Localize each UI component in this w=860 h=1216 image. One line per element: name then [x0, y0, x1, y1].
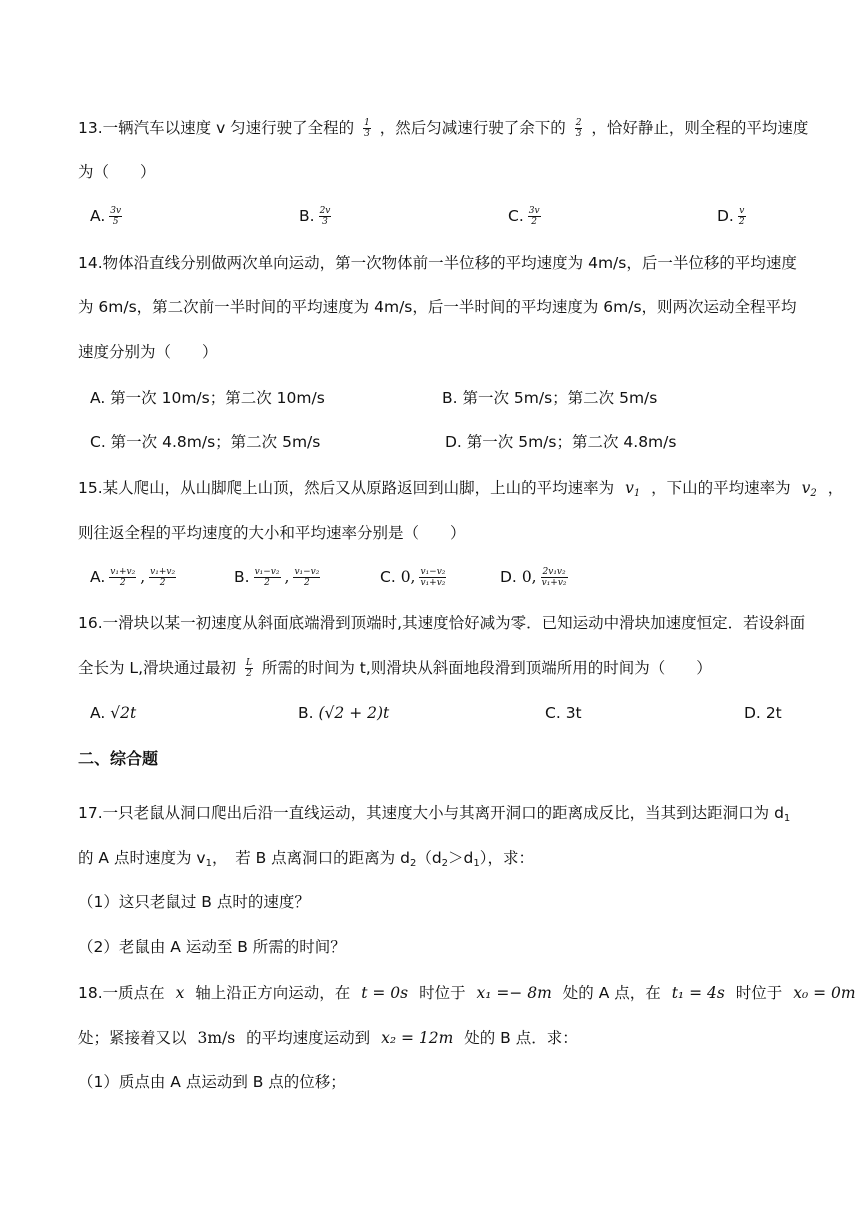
q18-stem-line2: 处；紧接着又以 3m/s 的平均速度运动到 x₂ = 12m 处的 B 点．求： [78, 1029, 578, 1047]
q13-stem-line1: 13.一辆汽车以速度 v 匀速行驶了全程的 $\frac{1}{3}$ ，然后匀减速行驶了余下的 $\frac{2}{3}$ ，恰好静止，则全程的平均速度 [78, 118, 809, 139]
q17-subquestion-2: （2）老鼠由 A 运动至 B 所需的时间？ [78, 938, 346, 956]
q16-option-d[interactable]: D. 2t [744, 704, 782, 722]
q16-stem-line2: 全长为 L,滑块通过最初 $\frac{L}{2}$ 所需的时间为 t,则滑块从斜面地段滑到顶端所用的时间为（ ） [78, 658, 712, 679]
q14-stem-line2: 为 6m/s，第二次前一半时间的平均速度为 4m/s，后一半时间的平均速度为 6m/s，则两次运动全程平均 [78, 298, 797, 316]
q14-stem-line1: 14.物体沿直线分别做两次单向运动，第一次物体前一半位移的平均速度为 4m/s，后一半位移的平均速度 [78, 254, 797, 272]
q15-option-a[interactable]: A. $\frac{\text{v₁+v₂}}{2}$ , $\frac{\text{v₁+v₂}}{2}$ [90, 567, 176, 588]
section-heading-comprehensive: 二、综合题 [78, 749, 159, 768]
q15-v1: $v_1$ [625, 479, 641, 499]
q16-fraction-half-l: $\frac{L}{2}$ [245, 658, 252, 679]
q15-v2: $v_2$ [801, 479, 817, 499]
q13-fraction-two-thirds: $\frac{2}{3}$ [575, 118, 582, 139]
q17-stem-line2: 的 A 点时速度为 $v_1$， 若 B 点离洞口的距离为 $d_2(d_2>d_1)$，求： [78, 849, 535, 869]
q14-option-d[interactable]: D. 第一次 5m/s；第二次 4.8m/s [445, 433, 677, 451]
q13-fraction-one-third: $\frac{1}{3}$ [364, 118, 370, 139]
q13-option-a[interactable]: A. $\frac{3v}{5}$ [90, 206, 122, 227]
q14-option-b[interactable]: B. 第一次 5m/s；第二次 5m/s [442, 389, 658, 407]
q15-option-b[interactable]: B. $\frac{\text{v₁−v₂}}{2}$ , $\frac{\text{v₁−v₂}}{2}$ [234, 567, 320, 588]
q15-stem-line2: 则往返全程的平均速度的大小和平均速率分别是（ ） [78, 524, 466, 542]
q14-option-a[interactable]: A. 第一次 10m/s；第二次 10m/s [90, 389, 325, 407]
q14-stem-line3: 速度分别为（ ） [78, 343, 218, 361]
q16-option-c[interactable]: C. 3t [545, 704, 582, 722]
q13-option-b[interactable]: B. $\frac{2v}{3}$ [299, 206, 331, 227]
q15-stem-line1: 15.某人爬山，从山脚爬上山顶，然后又从原路返回到山脚，上山的平均速率为 $v_1$ ，下山的平均速率为 $v_2$ ， [78, 479, 844, 499]
q13-stem-line2: 为（ ） [78, 163, 156, 181]
q18-subquestion-1: （1）质点由 A 点运动到 B 点的位移； [78, 1073, 346, 1091]
q17-stem-line1: 17.一只老鼠从洞口爬出后沿一直线运动，其速度大小与其离开洞口的距离成反比，当其到达距洞口为 $d_1$ [78, 804, 791, 824]
q15-option-c[interactable]: C. 0, $\frac{\text{v₁−v₂}}{\text{v₁+v₂}}$ [380, 567, 446, 588]
q15-option-d[interactable]: D. 0, $\frac{\text{2v₁v₂}}{\text{v₁+v₂}}$ [500, 567, 567, 588]
q16-option-b[interactable]: B. (√2 + 2)t [298, 704, 390, 722]
q18-stem-line1: 18.一质点在 x 轴上沿正方向运动，在 t = 0s 时位于 x₁ =− 8m 处的 A 点，在 t₁ = 4s 时位于 x₀ = 0m [78, 984, 856, 1002]
q17-subquestion-1: （1）这只老鼠过 B 点时的速度？ [78, 893, 310, 911]
q13-option-d[interactable]: D. $\frac{v}{2}$ [717, 206, 745, 227]
q14-option-c[interactable]: C. 第一次 4.8m/s；第二次 5m/s [90, 433, 321, 451]
q13-option-c[interactable]: C. $\frac{3v}{2}$ [508, 206, 540, 227]
q16-option-a[interactable]: A. √2t [90, 704, 137, 722]
q16-stem-line1: 16.一滑块以某一初速度从斜面底端滑到顶端时,其速度恰好减为零．已知运动中滑块加速度恒定．若设斜面 [78, 614, 806, 632]
